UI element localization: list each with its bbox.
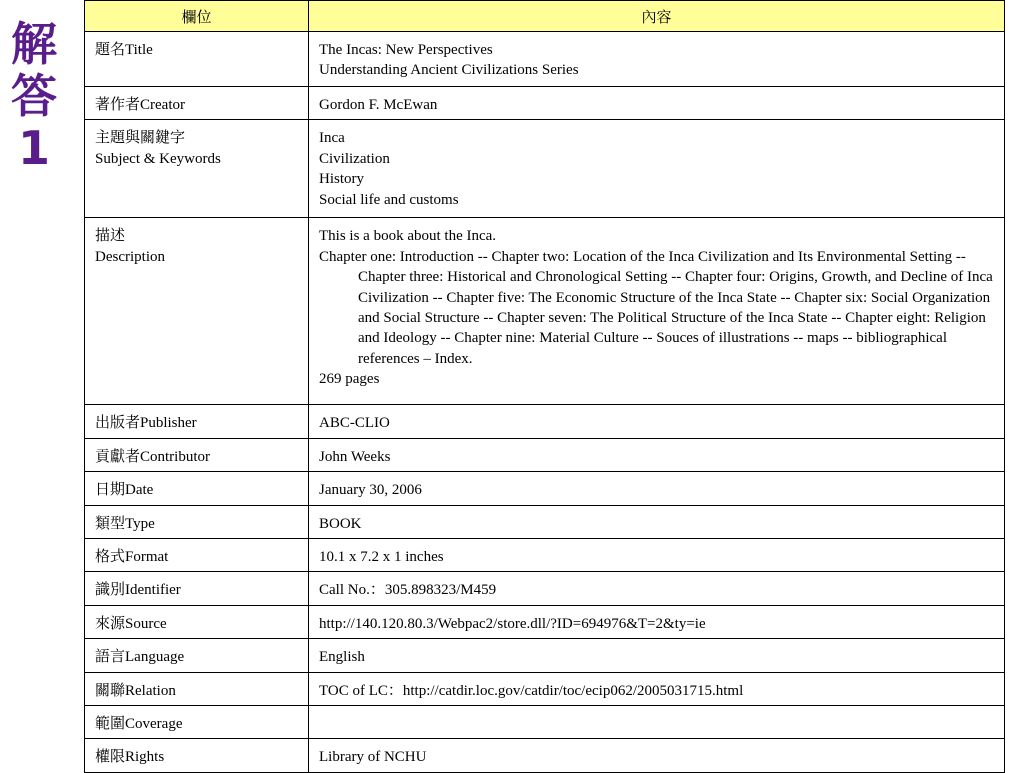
content-line: 10.1 x 7.2 x 1 inches [319,549,444,566]
field-label: 格式Format [95,549,169,566]
table-row [85,572,1005,605]
field-label: 類型Type [95,515,155,532]
field-cell [85,639,309,672]
title-char-1: 解 [11,17,57,71]
content-cell [309,706,1005,739]
table-row [85,120,1005,218]
content-line: Call No.：305.898323/M459 [319,582,497,599]
table-row [85,739,1005,772]
slide-title [8,18,60,174]
table-row [85,438,1005,471]
content-cell [309,218,1005,405]
table-row [85,32,1005,87]
field-label: Description [95,248,165,265]
field-cell [85,32,309,87]
field-label: Subject & Keywords [95,150,221,167]
content-cell [309,472,1005,505]
content-line: History [319,171,364,188]
field-label: 日期Date [95,482,154,499]
table-row [85,639,1005,672]
table-row [85,505,1005,538]
header-field: 欄位 [85,1,309,32]
table-row [85,672,1005,705]
field-label: 權限Rights [95,749,165,766]
field-cell [85,218,309,405]
content-line: Library of NCHU [319,749,427,766]
field-cell [85,472,309,505]
field-label: 關聯Relation [95,682,176,699]
content-cell [309,405,1005,438]
field-cell [85,739,309,772]
content-line: January 30, 2006 [319,482,422,499]
header-content: 內容 [309,1,1005,32]
field-cell [85,120,309,218]
content-line: ABC-CLIO [319,415,390,432]
content-cell [309,87,1005,120]
field-label: 出版者Publisher [95,415,197,432]
content-cell [309,605,1005,638]
content-cell [309,672,1005,705]
content-line: Understanding Ancient Civilizations Series [319,62,579,79]
table-row [85,605,1005,638]
field-cell [85,405,309,438]
table-row [85,218,1005,405]
content-line: http://140.120.80.3/Webpac2/store.dll/?ID=694976&T=2&ty=ie [319,615,706,632]
field-cell [85,438,309,471]
field-cell [85,87,309,120]
content-cell [309,639,1005,672]
content-line: English [319,649,365,666]
field-label: 範圍Coverage [95,716,183,733]
header-row [85,1,1005,32]
table-row [85,472,1005,505]
content-cell [309,32,1005,87]
content-cell [309,572,1005,605]
content-line: Civilization [319,150,390,167]
content-line: This is a book about the Inca. [319,228,497,245]
content-cell [309,739,1005,772]
table-row [85,706,1005,739]
field-label: 貢獻者Contributor [95,448,210,465]
field-cell [85,539,309,572]
content-line: The Incas: New Perspectives [319,42,493,58]
content-line: John Weeks [319,448,391,465]
content-line: Gordon F. McEwan [319,97,438,113]
field-label: 描述 [95,228,126,245]
field-cell [85,605,309,638]
content-cell [309,539,1005,572]
content-line: TOC of LC：http://catdir.loc.gov/catdir/toc/ecip062/2005031715.html [319,682,744,699]
title-char-3: 1 [17,121,50,175]
field-label: 語言Language [95,649,185,666]
table-row [85,87,1005,120]
metadata-table [84,0,1005,773]
field-cell [85,572,309,605]
field-cell [85,505,309,538]
field-cell [85,672,309,705]
field-label: 題名Title [95,42,153,58]
content-cell [309,505,1005,538]
field-cell [85,706,309,739]
content-line: Inca [319,130,345,147]
title-char-2: 答 [11,69,57,123]
content-cell [309,438,1005,471]
field-label: 識別Identifier [95,582,181,599]
content-line: BOOK [319,515,362,532]
chapter-list: Chapter one: Introduction -- Chapter two: Location of the Inca Civilization and Its Environmental Setting -- Chapter three: Historical and Chronological Setting -- Chapter four: Origins, Growth, and Decline of Inca Civilization -- Chapter five: The Economic Structure of the Inca State -- Chapter six: Social Organization and Social Structure -- Chapter seven: The Political Structure of the Inca State -- Chapter eight: Religion and Ideology -- Chapter nine: Material Culture -- Souces of illustrations -- maps -- bibliographical references – Index. [319,248,993,367]
table-row [85,539,1005,572]
content-line: Social life and customs [319,191,459,208]
field-label: 主題與關鍵字 [95,130,186,147]
content-cell [309,120,1005,218]
content-line: 269 pages [319,371,380,388]
table-row [85,405,1005,438]
field-label: 著作者Creator [95,97,185,113]
field-label: 來源Source [95,615,167,632]
